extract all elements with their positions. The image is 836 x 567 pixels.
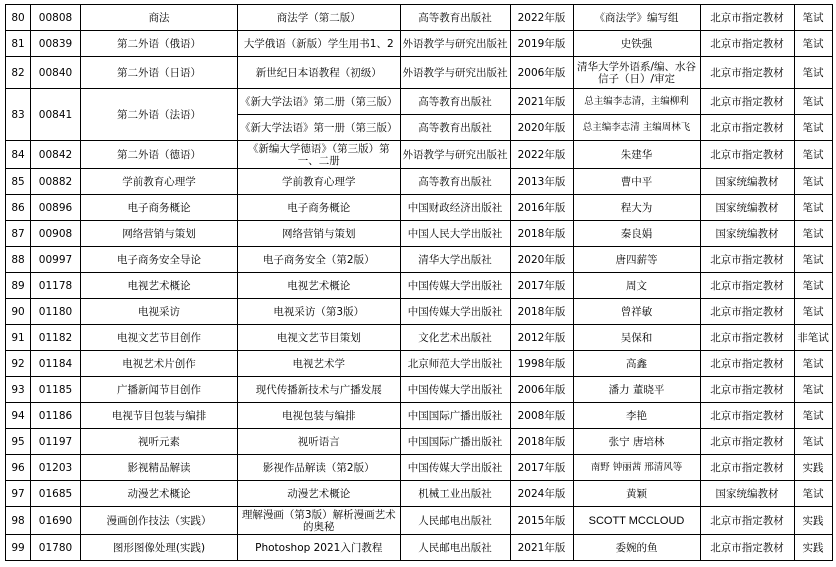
table-row [6, 351, 833, 377]
publisher: 中国财政经济出版社 [400, 195, 510, 221]
textbook-title: 影视作品解读（第2版） [238, 455, 401, 481]
textbook-title: Photoshop 2021入门教程 [238, 535, 401, 561]
course-name: 网络营销与策划 [81, 221, 238, 247]
exam-type: 笔试 [794, 351, 832, 377]
textbook-type: 北京市指定教材 [700, 273, 794, 299]
textbook-title: 《新大学法语》第二册（第三版） [238, 89, 401, 115]
author: 委婉的鱼 [573, 535, 700, 561]
table-row [6, 455, 833, 481]
row-number: 97 [6, 481, 31, 507]
textbook-title: 商法学（第二版） [238, 5, 401, 31]
edition: 2020年版 [510, 115, 573, 141]
textbook-title: 网络营销与策划 [238, 221, 401, 247]
exam-type: 笔试 [794, 299, 832, 325]
author: 曹中平 [573, 169, 700, 195]
edition: 2019年版 [510, 31, 573, 57]
table-row [6, 5, 833, 31]
textbook-table [5, 4, 833, 561]
textbook-type: 国家统编教材 [700, 195, 794, 221]
row-number: 87 [6, 221, 31, 247]
textbook-title: 大学俄语（新版）学生用书1、2 [238, 31, 401, 57]
row-number: 91 [6, 325, 31, 351]
course-code: 01184 [31, 351, 81, 377]
author: 高鑫 [573, 351, 700, 377]
publisher: 外语教学与研究出版社 [400, 57, 510, 89]
edition: 2024年版 [510, 481, 573, 507]
textbook-type: 北京市指定教材 [700, 299, 794, 325]
author: 南野 钟丽茜 邢清风等 [573, 455, 700, 481]
textbook-type: 北京市指定教材 [700, 377, 794, 403]
course-code: 01186 [31, 403, 81, 429]
edition: 2017年版 [510, 455, 573, 481]
textbook-type: 北京市指定教材 [700, 57, 794, 89]
exam-type: 实践 [794, 507, 832, 535]
course-name: 图形图像处理(实践) [81, 535, 238, 561]
publisher: 外语教学与研究出版社 [400, 141, 510, 169]
publisher: 高等教育出版社 [400, 5, 510, 31]
publisher: 中国传媒大学出版社 [400, 273, 510, 299]
textbook-title: 电视文艺节目策划 [238, 325, 401, 351]
course-code: 00841 [31, 89, 81, 141]
table-row [6, 429, 833, 455]
row-number: 82 [6, 57, 31, 89]
author: 朱建华 [573, 141, 700, 169]
exam-type: 笔试 [794, 141, 832, 169]
edition: 2022年版 [510, 141, 573, 169]
course-code: 01182 [31, 325, 81, 351]
publisher: 中国传媒大学出版社 [400, 455, 510, 481]
course-code: 01203 [31, 455, 81, 481]
publisher: 清华大学出版社 [400, 247, 510, 273]
author: 史铁强 [573, 31, 700, 57]
row-number: 81 [6, 31, 31, 57]
course-code: 00997 [31, 247, 81, 273]
textbook-type: 北京市指定教材 [700, 247, 794, 273]
course-code: 01690 [31, 507, 81, 535]
textbook-title: 《新编大学德语》（第三版）第一、二册 [238, 141, 401, 169]
table-row [6, 507, 833, 535]
textbook-type: 北京市指定教材 [700, 429, 794, 455]
textbook-title: 新世纪日本语教程（初级） [238, 57, 401, 89]
edition: 2013年版 [510, 169, 573, 195]
exam-type: 笔试 [794, 377, 832, 403]
course-code: 00896 [31, 195, 81, 221]
textbook-title: 电视艺术学 [238, 351, 401, 377]
course-name: 电视艺术概论 [81, 273, 238, 299]
course-code: 01780 [31, 535, 81, 561]
author: 总主编李志清 主编周林飞 [573, 115, 700, 141]
author: 总主编李志清，主编柳利 [573, 89, 700, 115]
textbook-type: 北京市指定教材 [700, 507, 794, 535]
course-name: 动漫艺术概论 [81, 481, 238, 507]
publisher: 北京师范大学出版社 [400, 351, 510, 377]
textbook-type: 国家统编教材 [700, 221, 794, 247]
edition: 2022年版 [510, 5, 573, 31]
textbook-type: 北京市指定教材 [700, 31, 794, 57]
course-name: 广播新闻节目创作 [81, 377, 238, 403]
edition: 2012年版 [510, 325, 573, 351]
textbook-title: 现代传播新技术与广播发展 [238, 377, 401, 403]
table-row [6, 57, 833, 89]
textbook-type: 北京市指定教材 [700, 141, 794, 169]
table-row [6, 481, 833, 507]
textbook-type: 北京市指定教材 [700, 89, 794, 115]
exam-type: 实践 [794, 455, 832, 481]
textbook-title: 学前教育心理学 [238, 169, 401, 195]
textbook-title: 理解漫画（第3版）解析漫画艺术的奥秘 [238, 507, 401, 535]
exam-type: 笔试 [794, 57, 832, 89]
course-code: 00882 [31, 169, 81, 195]
table-row [6, 377, 833, 403]
author: 李艳 [573, 403, 700, 429]
publisher: 文化艺术出版社 [400, 325, 510, 351]
edition: 2006年版 [510, 57, 573, 89]
textbook-title: 《新大学法语》第一册（第三版） [238, 115, 401, 141]
course-name: 第二外语（日语） [81, 57, 238, 89]
course-code: 00839 [31, 31, 81, 57]
exam-type: 笔试 [794, 429, 832, 455]
textbook-title: 视听语言 [238, 429, 401, 455]
course-name: 第二外语（法语） [81, 89, 238, 141]
author: 吴保和 [573, 325, 700, 351]
course-code: 01178 [31, 273, 81, 299]
course-name: 第二外语（德语） [81, 141, 238, 169]
publisher: 中国国际广播出版社 [400, 429, 510, 455]
publisher: 中国传媒大学出版社 [400, 377, 510, 403]
course-name: 视听元素 [81, 429, 238, 455]
table-row [6, 221, 833, 247]
exam-type: 笔试 [794, 221, 832, 247]
row-number: 85 [6, 169, 31, 195]
exam-type: 实践 [794, 535, 832, 561]
author: SCOTT MCCLOUD [573, 507, 700, 535]
author: 张宁 唐培林 [573, 429, 700, 455]
course-name: 电视节目包装与编排 [81, 403, 238, 429]
edition: 2008年版 [510, 403, 573, 429]
course-code: 00840 [31, 57, 81, 89]
edition: 1998年版 [510, 351, 573, 377]
table-row [6, 89, 833, 115]
textbook-title: 电视艺术概论 [238, 273, 401, 299]
course-code: 01185 [31, 377, 81, 403]
textbook-type: 国家统编教材 [700, 169, 794, 195]
exam-type: 笔试 [794, 247, 832, 273]
edition: 2015年版 [510, 507, 573, 535]
edition: 2018年版 [510, 429, 573, 455]
publisher: 中国人民大学出版社 [400, 221, 510, 247]
course-name: 学前教育心理学 [81, 169, 238, 195]
author: 潘力 董晓平 [573, 377, 700, 403]
textbook-type: 北京市指定教材 [700, 5, 794, 31]
course-name: 电视艺术片创作 [81, 351, 238, 377]
row-number: 93 [6, 377, 31, 403]
row-number: 94 [6, 403, 31, 429]
table-row [6, 31, 833, 57]
author: 《商法学》编写组 [573, 5, 700, 31]
row-number: 95 [6, 429, 31, 455]
publisher: 中国国际广播出版社 [400, 403, 510, 429]
textbook-title: 电子商务安全（第2版） [238, 247, 401, 273]
exam-type: 笔试 [794, 169, 832, 195]
textbook-type: 国家统编教材 [700, 481, 794, 507]
textbook-title: 电视采访（第3版） [238, 299, 401, 325]
textbook-type: 北京市指定教材 [700, 535, 794, 561]
table-row [6, 169, 833, 195]
row-number: 86 [6, 195, 31, 221]
publisher: 人民邮电出版社 [400, 507, 510, 535]
textbook-title: 电视包装与编排 [238, 403, 401, 429]
edition: 2006年版 [510, 377, 573, 403]
publisher: 机械工业出版社 [400, 481, 510, 507]
table-row [6, 247, 833, 273]
publisher: 高等教育出版社 [400, 89, 510, 115]
edition: 2020年版 [510, 247, 573, 273]
publisher: 高等教育出版社 [400, 169, 510, 195]
course-code: 01197 [31, 429, 81, 455]
textbook-type: 北京市指定教材 [700, 455, 794, 481]
course-code: 00842 [31, 141, 81, 169]
exam-type: 笔试 [794, 481, 832, 507]
row-number: 92 [6, 351, 31, 377]
textbook-type: 北京市指定教材 [700, 115, 794, 141]
edition: 2017年版 [510, 273, 573, 299]
table-row [6, 325, 833, 351]
row-number: 98 [6, 507, 31, 535]
author: 清华大学外语系/编、水谷信子（日）/审定 [573, 57, 700, 89]
author: 唐四薪等 [573, 247, 700, 273]
publisher: 外语教学与研究出版社 [400, 31, 510, 57]
row-number: 88 [6, 247, 31, 273]
exam-type: 笔试 [794, 89, 832, 115]
course-name: 第二外语（俄语） [81, 31, 238, 57]
course-name: 漫画创作技法（实践） [81, 507, 238, 535]
exam-type: 笔试 [794, 195, 832, 221]
course-name: 影视精品解读 [81, 455, 238, 481]
table-row [6, 273, 833, 299]
exam-type: 笔试 [794, 273, 832, 299]
textbook-type: 北京市指定教材 [700, 325, 794, 351]
exam-type: 笔试 [794, 31, 832, 57]
row-number: 83 [6, 89, 31, 141]
table-row [6, 403, 833, 429]
edition: 2018年版 [510, 221, 573, 247]
row-number: 84 [6, 141, 31, 169]
exam-type: 笔试 [794, 403, 832, 429]
course-name: 电子商务概论 [81, 195, 238, 221]
textbook-type: 北京市指定教材 [700, 351, 794, 377]
course-name: 电子商务安全导论 [81, 247, 238, 273]
edition: 2021年版 [510, 535, 573, 561]
course-code: 00908 [31, 221, 81, 247]
table-row [6, 535, 833, 561]
author: 秦良娟 [573, 221, 700, 247]
row-number: 99 [6, 535, 31, 561]
row-number: 89 [6, 273, 31, 299]
publisher: 人民邮电出版社 [400, 535, 510, 561]
table-row [6, 195, 833, 221]
course-code: 01180 [31, 299, 81, 325]
author: 黄颖 [573, 481, 700, 507]
textbook-title: 电子商务概论 [238, 195, 401, 221]
publisher: 中国传媒大学出版社 [400, 299, 510, 325]
course-name: 电视采访 [81, 299, 238, 325]
table-row [6, 141, 833, 169]
exam-type: 笔试 [794, 115, 832, 141]
table-row [6, 299, 833, 325]
author: 曾祥敏 [573, 299, 700, 325]
edition: 2021年版 [510, 89, 573, 115]
course-code: 00808 [31, 5, 81, 31]
course-code: 01685 [31, 481, 81, 507]
edition: 2018年版 [510, 299, 573, 325]
exam-type: 笔试 [794, 5, 832, 31]
row-number: 96 [6, 455, 31, 481]
exam-type: 非笔试 [794, 325, 832, 351]
author: 周文 [573, 273, 700, 299]
author: 程大为 [573, 195, 700, 221]
course-name: 电视文艺节目创作 [81, 325, 238, 351]
row-number: 90 [6, 299, 31, 325]
edition: 2016年版 [510, 195, 573, 221]
textbook-type: 北京市指定教材 [700, 403, 794, 429]
row-number: 80 [6, 5, 31, 31]
publisher: 高等教育出版社 [400, 115, 510, 141]
textbook-title: 动漫艺术概论 [238, 481, 401, 507]
course-name: 商法 [81, 5, 238, 31]
